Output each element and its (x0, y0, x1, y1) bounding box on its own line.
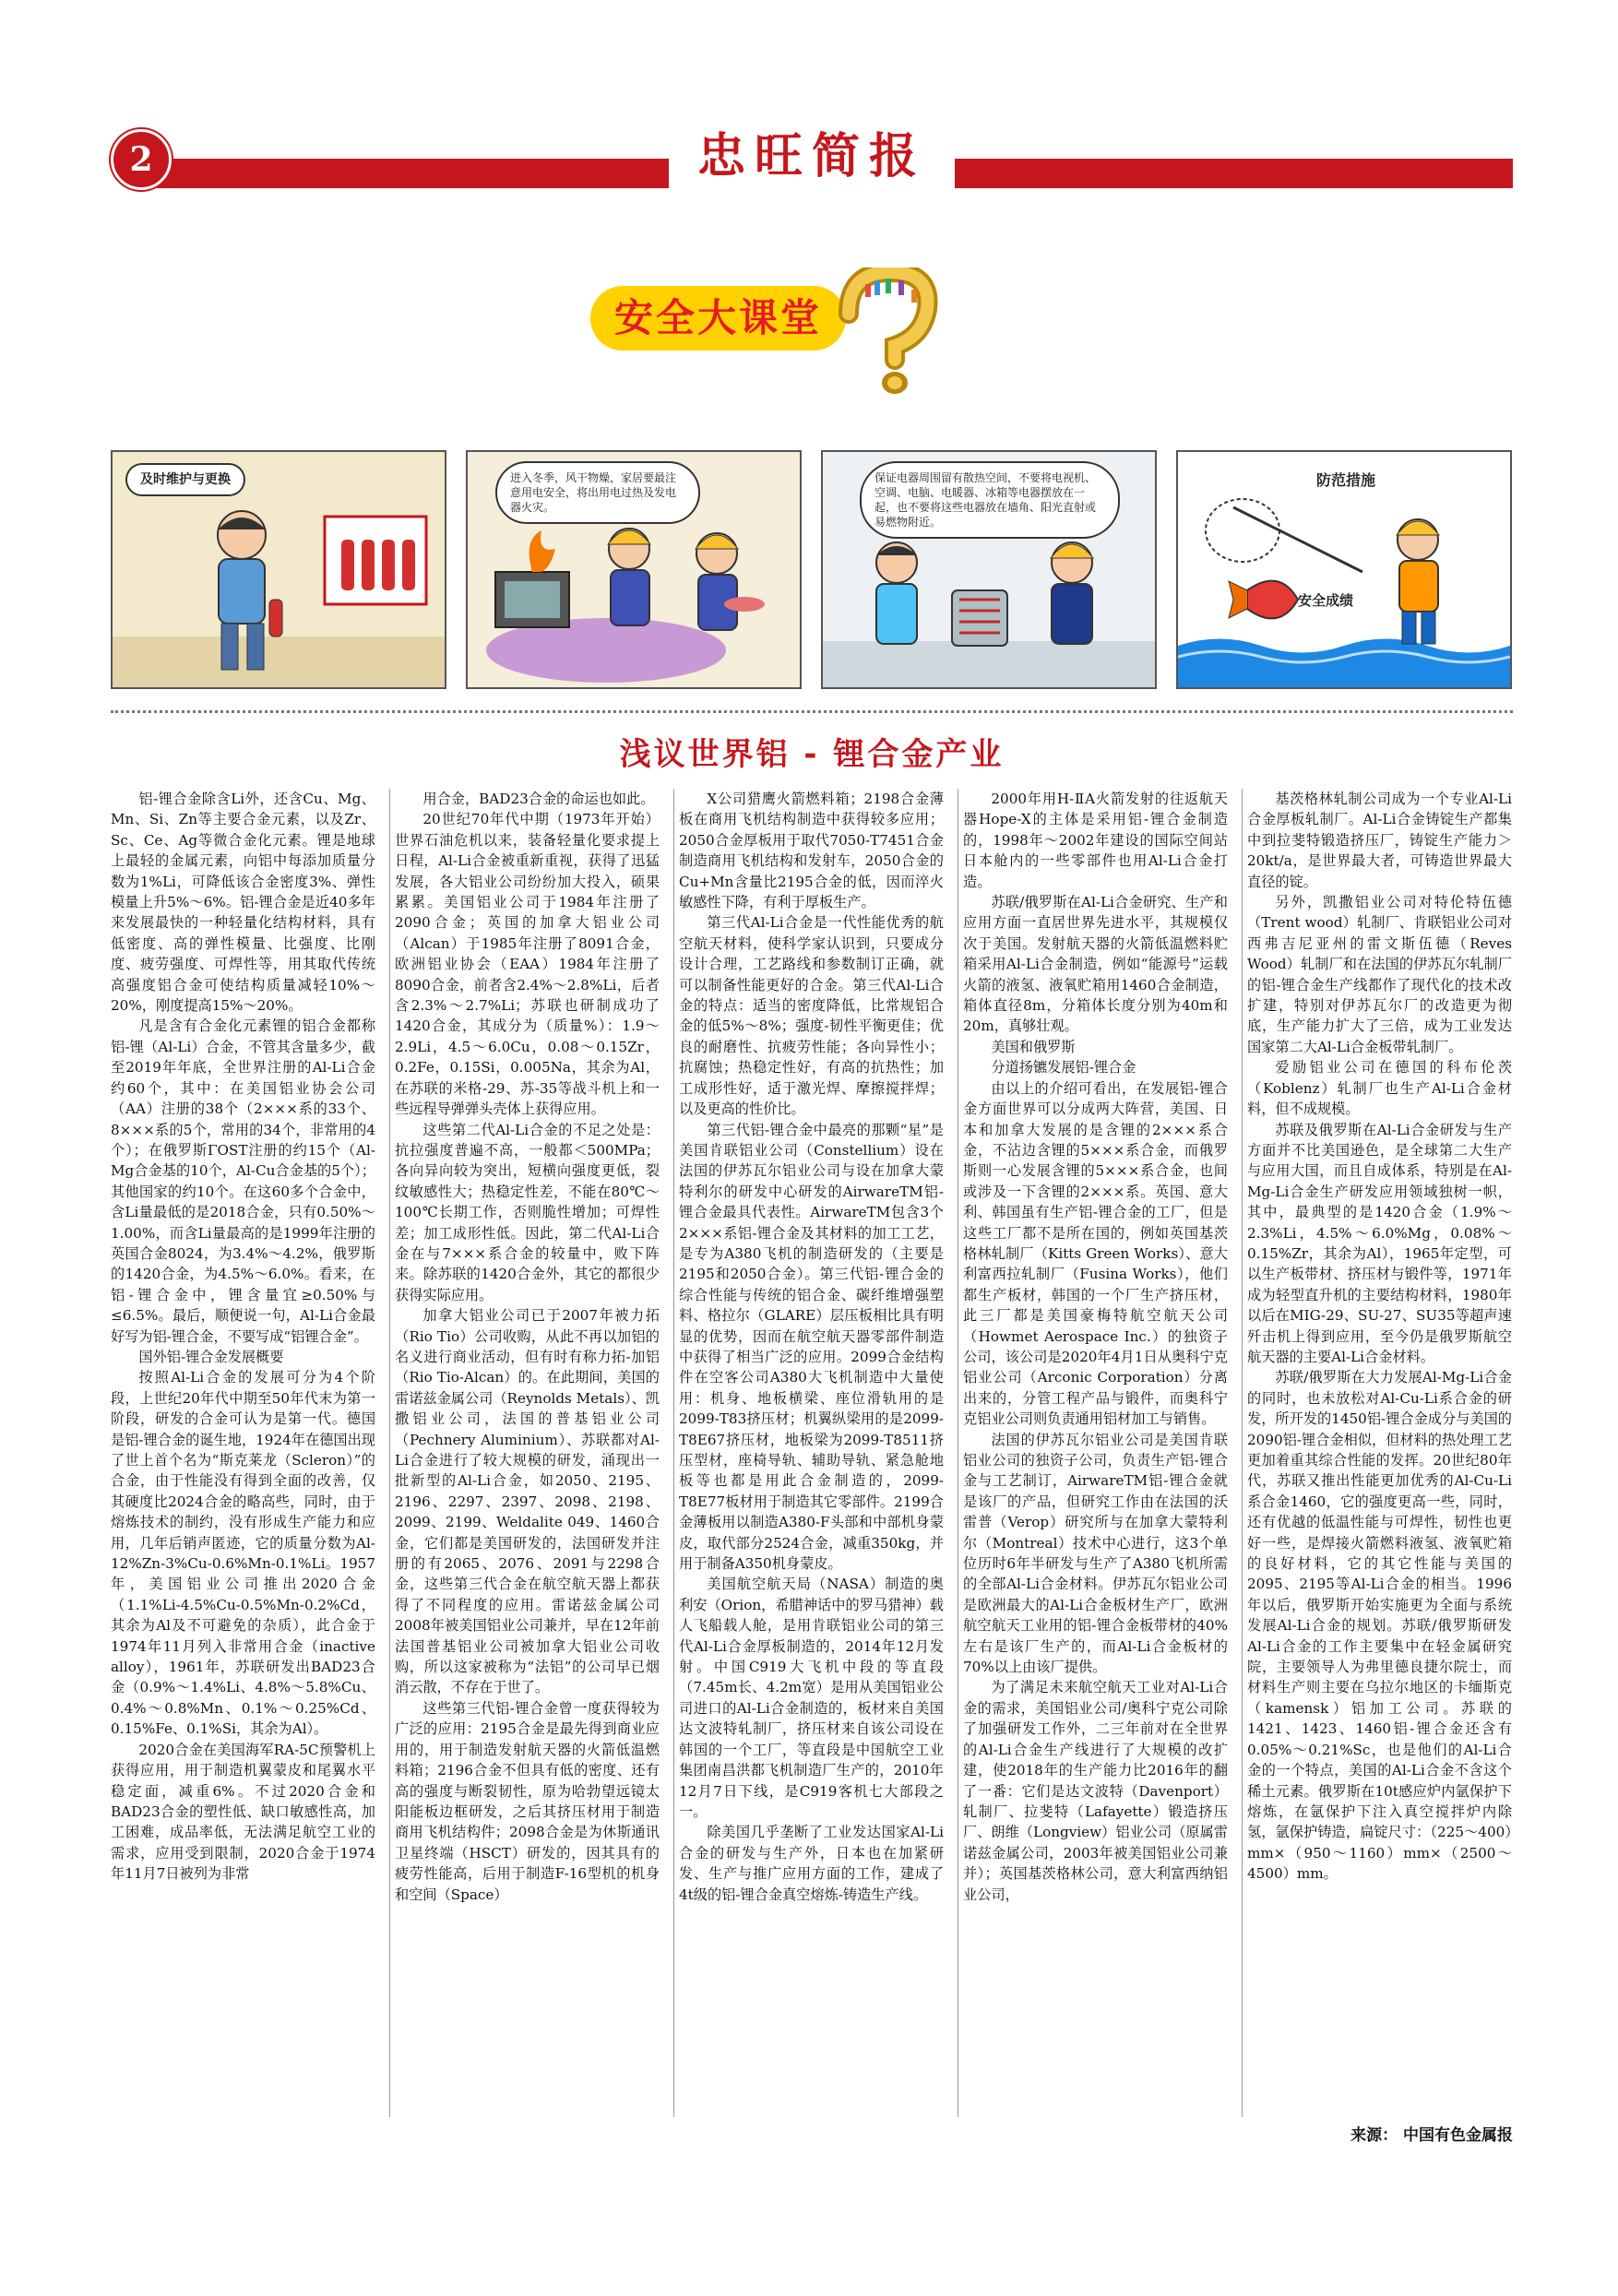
newspaper-title: 忠旺简报 (669, 120, 955, 194)
article-paragraph: 国外铝-锂合金发展概要 (138, 1348, 284, 1365)
comic-panel-prevention (1176, 450, 1512, 689)
article-paragraph: 由以上的介绍可看出，在发展铝-锂合金方面世界可以分成两大阵营，美国、日本和加拿大发展的是含锂的2×××系合金，不沾边含锂的5×××系合金，而俄罗斯则一心发展含锂的5×××系合金，也间或涉及一下含锂的2×××系。英国、意大利、韩国虽有生产铝-锂合金的工厂，但是这些工厂都不是所在国的，例如英国基茨格林轧制厂（Kitts Green Works）、意大利富西拉轧制厂（Fusina Works），他们都生产板材，韩国的一个厂生产挤压材，此三厂都是美国豪梅特航空航天公司（Howmet Aerospace Inc.）的独资子公司，该公司是2020年4月1日从奥科宁克铝业公司（Arconic Corporation）分离出来的，分管工程产品与锻件，而奥科宁克铝业公司则负责通用铝材加工与销售。 (963, 1079, 1228, 1428)
column-divider (1242, 789, 1243, 2117)
article-paragraph: 按照Al-Li合金的发展可分为4个阶段，上世纪20年代中期至50年代末为第一阶段，研发的合金可认为是第一代。德国是铝-锂合金的诞生地，1924年在德国出现了世上首个名为“斯克莱龙（Scleron）”的合金，由于性能没有得到全面的改善，仅其硬度比2024合金的略高些，同时，由于熔炼技术的制约，没有形成生产能力和应用，几年后销声匿迹，它的质量分数为Al-12%Zn-3%Cu-0.6%Mn-0.1%Li。1957年，美国铝业公司推出2020合金（1.1%Li-4.5%Cu-0.5%Mn-0.2%Cd，其余为Al及不可避免的杂质），此合金于1974年11月列入非常用合金（inactive alloy），1961年，苏联研发出BAD23合金（0.9%～1.4%Li、4.8%～5.8%Cu、0.4%～0.8%Mn、0.1%～0.25%Cd、0.15%Fe、0.1%Si，其余为Al）。 (111, 1369, 375, 1738)
article-column-3 (679, 789, 944, 2117)
comic-panel-winter-electricity (466, 450, 802, 689)
article-paragraph: 美国和俄罗斯 (991, 1038, 1076, 1055)
editor-name: 责任编辑：果文辉 (1199, 196, 1332, 215)
article-title (111, 729, 1513, 774)
comic-caption: 进入冬季，风干物燥，家居要最注意用电安全，将出用电过热及发电器火灾。 (495, 461, 700, 524)
article-paragraph: 凡是含有合金化元素锂的铝合金都称铝-锂（Al-Li）合金，不管其含量多少，截至2019年年底，全世界注册的Al-Li合金约60个，其中：在美国铝业协会公司（AA）注册的38个（2×××系的33个、8×××系的5个，常用的34个，非常用的4个）；在俄罗斯ΓOST注册的约15个（Al-Mg合金基的10个，Al-Cu合金基的5个）；其他国家的约10个。在这60多个合金中，含Li量最低的是2018合金，只有0.50%～1.00%，而含Li量最高的是1999年注册的英国合金8024，为3.4%～4.2%，俄罗斯的1420合金，为4.5%～6.0%。看来，在铝-锂合金中，锂含量宜≥0.50%与≤6.5%。最后，顺便说一句，Al-Li合金最好写为铝-锂合金，不要写成“铝锂合金”。 (111, 1017, 375, 1345)
article-paragraph: X公司猎鹰火箭燃料箱；2198合金薄板在商用飞机结构制造中获得较多应用；2050合金厚板用于取代7050-T7451合金制造商用飞机结构和发射车，2050合金的Cu+Mn含量比2195合金的低，因而淬火敏感性下降，有利于厚板生产。 (679, 791, 944, 911)
article-body (111, 789, 1513, 2117)
comic-caption-bottom: 安全成绩 (1298, 592, 1354, 609)
article-paragraph: 20世纪70年代中期（1973年开始）世界石油危机以来，装备轻量化要求提上日程，Al-Li合金被重新重视，获得了迅猛发展，各大铝业公司纷纷加大投入，硕果累累。美国铝业公司于1984年注册了2090合金；英国的加拿大铝业公司（Alcan）于1985年注册了8091合金，欧洲铝业协会（EAA）1984年注册了8090合金，前者含2.4%～2.8%Li，后者含2.3%～2.7%Li；苏联也研制成功了1420合金，其成分为（质量%）：1.9～2.9Li，4.5～6.0Cu，0.08～0.15Zr，0.2Fe，0.15Si，0.005Na，其余为Al，在苏联的米格-29、苏-35等战斗机上和一些远程导弹弹头壳体上获得应用。 (395, 811, 660, 1118)
article-paragraph: 法国的伊苏瓦尔铝业公司是美国肯联铝业公司的独资子公司，负责生产铝-锂合金与工艺制订，AirwareTM铝-锂合金就是该厂的产品，但研究工作由在法国的沃雷普（Verop）研究所与在加拿大蒙特利尔（Montreal）技术中心进行，这3个单位历时6年半研发与生产了A380飞机所需的全部Al-Li合金材料。伊苏瓦尔铝业公司是欧洲最大的Al-Li合金板材生产厂，欧洲航空航天工业用的铝-锂合金板带材的40%左右是该厂生产的，而Al-Li合金板材的70%以上由该厂提供。 (963, 1431, 1228, 1676)
article-paragraph: 苏联/俄罗斯在大力发展Al-Mg-Li合金的同时，也未放松对Al-Cu-Li系合金的研发，所开发的1450铝-锂合金成分与美国的2090铝-锂合金相似，但材料的热处理工艺更加着重其综合性能的发挥。20世纪80年代，苏联又推出性能更加优秀的Al-Cu-Li系合金1460，它的强度更高一些，同时，还有优越的低温性能与可焊性，韧性也更好一些，是焊接火箭燃料液氢、液氧贮箱的良好材料，它的其它性能与美国的2095、2195等Al-Li合金的相当。1996年以后，俄罗斯开始实施更为全面与系统发展Al-Li合金的规划。苏联/俄罗斯研发Al-Li合金的工作主要集中在轻金属研究院，主要领导人为弗里德良捷尔院士，而材料生产则主要在乌拉尔地区的卡缅斯克（kamensk）铝加工公司。苏联的1421、1423、1460铝-锂合金还含有0.05%～0.21%Sc，也是他们的Al-Li合金的一个特点，美国的Al-Li合金不含这个稀土元素。俄罗斯在10t感应炉内氩保护下熔炼，在氩保护下注入真空搅拌炉内除氢，氩保护铸造，扁锭尺寸：（225～400）mm×（950～1160）mm×（2500～4500）mm。 (1247, 1369, 1512, 1883)
article-column-2 (395, 789, 660, 2117)
article-paragraph: 第三代Al-Li合金是一代性能优秀的航空航天材料，使科学家认识到，只要成分设计合理，工艺路线和参数制订正确，就可以制备性能更好的合金。第三代Al-Li合金的特点：适当的密度降低，比常规铝合金的低5%～8%；强度-韧性平衡更佳；优良的耐磨性、抗疲劳性能；各向异性小；抗腐蚀；热稳定性好，有高的抗热性；加工成形性好，适于激光焊、摩擦搅拌焊；以及更高的性价比。 (679, 914, 944, 1118)
page-number: 2 (111, 129, 172, 190)
article-paragraph: 用合金，BAD23合金的命运也如此。 (422, 791, 655, 807)
article-paragraph: 铝-锂合金除含Li外，还含Cu、Mg、Mn、Si、Zn等主要合金元素，以及Zr、Sc、Ce、Ag等微合金化元素。锂是地球上最轻的金属元素，向铝中每添加质量分数为1%Li，可降低该合金密度3%、弹性模量上升5%～6%。铝-锂合金是近40多年来发展最快的一种轻量化结构材料，具有低密度、高的弹性模量、比强度、比刚度、疲劳强度、可焊性等，用其取代传统高强度铝合金可使结构质量减轻10%～20%，刚度提高15%～20%。 (111, 791, 375, 1015)
issue-date: 2020 年 12 月 31 日 星期四 (231, 196, 446, 215)
article-title-text: 浅议世界铝 - 锂合金产业 (601, 736, 1023, 773)
banner-label: 安全大课堂 (590, 286, 846, 351)
article-paragraph: 苏联及俄罗斯在Al-Li合金研发与生产方面并不比美国逊色，是全球第二大生产与应用大国，而且自成体系，特别是在Al-Mg-Li合金生产研发应用领域独树一帜，其中，最典型的是1420合金（1.9%～2.3%Li，4.5%～6.0%Mg，0.08%～0.15%Zr，其余为Al），1965年定型，可以生产板带材、挤压材与锻件等，1971年成为轻型直升机的主要结构材料，1980年以后在MIG-29、SU-27、SU35等超声速歼击机上得到应用，至今仍是俄罗斯航空航天器的主要Al-Li合金材料。 (1247, 1121, 1512, 1365)
article-paragraph: 苏联/俄罗斯在Al-Li合金研究、生产和应用方面一直居世界先进水平，其规模仅次于美国。发射航天器的火箭低温燃料贮箱采用Al-Li合金制造，例如“能源号”运载火箭的液氢、液氧贮箱用1460合金制造，箱体直径8m，分箱体长度分别为40m和20m，真够壮观。 (963, 894, 1228, 1035)
article-paragraph: 第三代铝-锂合金中最亮的那颗“星”是美国肯联铝业公司（Constellium）设在法国的伊苏瓦尔铝业公司与设在加拿大蒙特利尔的研发中心研发的AirwareTM铝-锂合金最具代表性。AirwareTM包含3个2×××系铝-锂合金及其材料的加工工艺，是专为A380飞机的制造研发的（主要是2195和2050合金）。第三代铝-锂合金的综合性能与传统的铝合金、碳纤维增强塑料、格拉尔（GLARE）层压板相比具有明显的优势，因而在航空航天器零部件制造中获得了相当广泛的应用。2099合金结构件在空客公司A380大飞机制造中大量使用：机身、地板横梁、座位滑轨用的是2099-T83挤压材；机翼纵梁用的是2099-T8E67挤压材，地板梁为2099-T8511挤压型材，座椅导轨、辅助导轨、紧急舱地板等也都是用此合金制造的，2099-T8E77板材用于制造其它零部件。2199合金薄板用以制造A380-F头部和中部机身蒙皮，取代部分2524合金，减重350kg，并用于制备A350机身蒙皮。 (679, 1121, 944, 1573)
page-header (111, 128, 1513, 215)
article-paragraph: 另外，凯撒铝业公司对特伦特伍德（Trent wood）轧制厂、肯联铝业公司对西弗吉尼亚州的雷文斯伍德（Reves Wood）轧制厂和在法国的伊苏瓦尔轧制厂的铝-锂合金生产线都作了现代化的技术改扩建，特别对伊苏瓦尔厂的改造更为彻底，生产能力扩大了三倍，成为工业发达国家第二大Al-Li合金板带轧制厂。 (1247, 894, 1512, 1055)
safety-class-banner (572, 258, 941, 406)
article-paragraph: 除美国几乎垄断了工业发达国家Al-Li合金的研发与生产外，日本也在加紧研发、生产与推广应用方面的工作，建成了4t级的铝-锂合金真空熔炼-铸造生产线。 (679, 1824, 944, 1903)
article-paragraph: 分道扬镳发展铝-锂合金 (991, 1059, 1136, 1077)
article-paragraph: 2000年用H-ⅡA火箭发射的往返航天器Hope-X的主体是采用铝-锂合金制造的，1998年～2002年建设的国际空间站日本舱内的一些零部件也用Al-Li合金打造。 (963, 791, 1228, 890)
article-source: 来源： 中国有色金属报 (1350, 2126, 1513, 2145)
question-mark-bookshelf-icon (830, 268, 941, 397)
comic-panel-maintenance (111, 450, 446, 689)
section-divider (111, 710, 1513, 713)
column-divider (389, 789, 390, 2117)
comic-caption: 保证电器周围留有散热空间，不要将电视机、空调、电脑、电暖器、冰箱等电器摆放在一起，也不要将这些电器放在墙角、阳光直射或易燃物附近。 (860, 461, 1120, 539)
article-paragraph: 美国航空航天局（NASA）制造的奥利安（Orion，希腊神话中的罗马猎神）载人飞船载人舱，是用肯联铝业公司的第三代Al-Li合金厚板制造的，2014年12月发射。中国C919大飞机中段的等直段（7.45m长、4.2m宽）是用从美国铝业公司进口的Al-Li合金制造的，板材来自美国达文波特轧制厂，挤压材来自该公司设在韩国的一个工厂，等直段是中国航空工业集团南昌洪都飞机制造厂生产的，2010年12月7日下线，是C919客机七大部段之一。 (679, 1576, 944, 1820)
article-paragraph: 为了满足未来航空航天工业对Al-Li合金的需求，美国铝业公司/奥科宁克公司除了加强研发工作外，二三年前对在全世界的Al-Li合金生产线进行了大规模的改扩建，使2018年的生产能力比2016年的翻了一番：它们是达文波特（Davenport）轧制厂、拉斐特（Lafayette）锻造挤压厂、朗维（Longview）铝业公司（原属雷诺兹金属公司，2003年被美国铝业公司兼并）；英国基茨格林公司，意大利富西纳铝业公司， (963, 1679, 1228, 1903)
article-paragraph: 爱励铝业公司在德国的科布伦茨（Koblenz）轧制厂也生产Al-Li合金材料，但不成规模。 (1247, 1059, 1512, 1118)
article-column-4 (963, 789, 1228, 2117)
article-paragraph: 这些第二代Al-Li合金的不足之处是：抗拉强度普遍不高，一般都＜500MPa；各向异向较为突出，短横向强度更低，裂纹敏感性大；热稳定性差，不能在80℃～100℃长期工作，否则脆性增加；可焊性差；加工成形性低。因此，第二代Al-Li合金在与7×××系合金的较量中，败下阵来。除苏联的1420合金外，其它的都很少获得实际应用。 (395, 1121, 660, 1303)
designer-name: 版面设计：崔丽卿 (1352, 196, 1485, 215)
article-paragraph: 2020合金在美国海军RA-5C预警机上获得应用，用于制造机翼蒙皮和尾翼水平稳定面，减重6%。不过2020合金和BAD23合金的塑性低、缺口敏感性高，加工困难，成品率低，无法满足航空工业的需求，应用受到限制，2020合金于1974年11月7日被列为非常 (111, 1741, 375, 1883)
article-paragraph: 加拿大铝业公司已于2007年被力拓（Rio Tio）公司收购，从此不再以加铝的名义进行商业活动，但有时有称力拓-加铝（Rio Tio-Alcan）的。在此期间，美国的雷诺兹金属公司（Reynolds Metals）、凯撒铝业公司，法国的普基铝业公司（Pechnery Aluminium）、苏联都对Al-Li合金进行了较大规模的研发，涌现出一批新型的Al-Li合金，如2050、2195、2196、2297、2397、2098、2198、2099、2199、Weldalite 049、1460合金，它们都是美国研发的，法国研发并注册的有2065、2076、2091与2298合金，这些第三代合金在航空航天器上都获得了不同程度的应用。雷诺兹金属公司2008年被美国铝业公司兼并，早在12年前法国普基铝业公司被加拿大铝业公司收购，所以这家被称为“法铝”的公司早已烟消云散，不存在于世了。 (395, 1307, 660, 1696)
comic-caption-top: 防范措施 (1316, 471, 1376, 489)
comic-caption: 及时维护与更换 (125, 463, 245, 496)
comic-panel-appliance-spacing (821, 450, 1157, 689)
editor-credits (1179, 192, 1485, 216)
article-column-1 (111, 789, 375, 2117)
article-paragraph: 这些第三代铝-锂合金曾一度获得较为广泛的应用：2195合金是最先得到商业应用的，用于制造发射航天器的火箭低温燃料箱；2196合金不但具有低的密度、还有高的强度与断裂韧性，原为哈勃望远镜太阳能板边框研发，之后其挤压材用于制造商用飞机结构件；2098合金是为休斯通讯卫星终端（HSCT）研发的，因其具有的疲劳性能高，后用于制造F-16型机的机身和空间（Space） (395, 1699, 660, 1903)
column-divider (673, 789, 674, 2117)
article-column-5 (1247, 789, 1512, 2117)
article-paragraph: 基茨格林轧制公司成为一个专业Al-Li合金厚板轧制厂。Al-Li合金铸锭生产都集中到拉斐特锻造挤压厂，铸锭生产能力＞20kt/a，是世界最大者，可铸造世界最大直径的锭。 (1247, 791, 1512, 890)
comic-strip (111, 450, 1513, 685)
